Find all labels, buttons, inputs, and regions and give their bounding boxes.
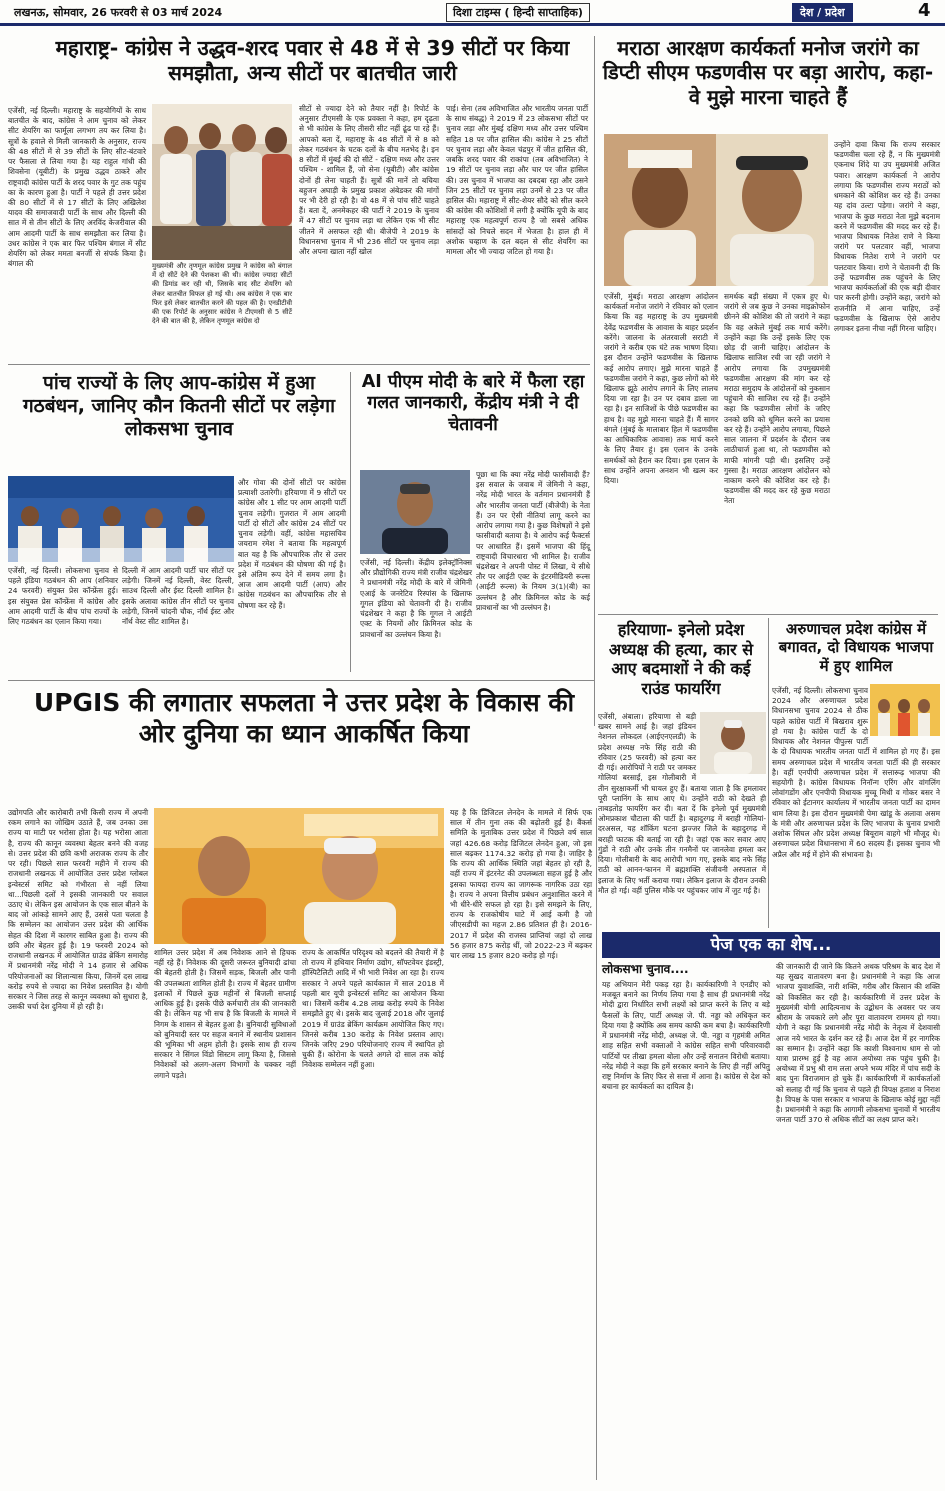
story6-headline: अरुणाचल प्रदेश कांग्रेस में बगावत, दो विधायक भाजपा में हुए शामिल	[778, 620, 934, 675]
story4-headline: AI पीएम मोदी के बारे में फैला रहा गलत जानकारी, केंद्रीय मंत्री ने दी चेतावनी	[361, 372, 585, 435]
story2-headline: मराठा आरक्षण कार्यकर्ता मनोज जरांगे का डिप्टी सीएम फडणवीस पर बड़ा आरोप, कहा- वे मुझे मारना चाहते हैं	[602, 36, 934, 109]
story1-headline: महाराष्ट्र- कांग्रेस ने उद्धव-शरद पवार से 48 में से 39 सीटों पर किया समझौता, अन्य सीटों पर बातचीत जारी	[55, 36, 570, 85]
column-rule	[596, 808, 597, 1480]
story5-headline: हरियाणा- इनेलो प्रदेश अध्यक्ष की हत्या, कार से आए बदमाशों ने की कई राउंड फायरिंग	[608, 620, 754, 698]
story5-text: एजेंसी, अंबाला। हरियाणा से बड़ी खबर सामने आई है। जहां इंडियन नेशनल लोकदल (आईएनएलडी) के प्रदेश अध्यक्ष नफे सिंह राठी की रविवार (25 फरवरी) को हत्या कर दी गई। आरोपियों ने राठी पर जमकर गोलियां बरसाईं, इस गोलीबारी में तीन सुरक्षाकर्मी भी घायल हुए हैं। बताया जाता है कि हमलावर पूरी प्लानिंग के साथ आए थे। उन्होंने राठी को देखते ही ताबड़तोड़ फायरिंग कर दी। बता दें कि इनेलो पूर्व मुख्यमंत्री ओमप्रकाश चौटाला की पार्टी है। बहादुरगढ़ में बराही गोलियां- दरअसल, यह शॉकिंग घटना झज्जर जिले के बहादुरगढ़ में बराही फाटक की बताई जा रही है। जहां एक कार सवार आए गुंडों ने राठी और उनके तीन गनमैनों पर जानलेवा हमला कर दिया। गोलीबारी के बाद आरोपी भाग गए, इसके बाद नफे सिंह राठी को आनन-फानन में ब्रह्मशक्ति संजीवनी अस्पताल में इलाज के लिए भर्ती कराया गया। लेकिन इलाज के दौरान उनकी मौत हो गई। वहीं पुलिस मौके पर पहुंचकर जांच में जुट गई है।	[598, 712, 766, 895]
story2-column-1: एजेंसी, मुंबई। मराठा आरक्षण आंदोलन कार्यकर्ता मनोज जरांगे ने रविवार को एलान किया कि वह महाराष्ट्र के उप मुख्यमंत्री देवेंद्र फडणवीस के आवास के बाहर प्रदर्शन करेंगे। जालना के अंतरवाली सराटी में जरांगे ने करीब एक घंटे तक भाषण दिया। इस दौरान उन्होंने फडणवीस के खिलाफ कई आरोप लगाए। मुझे मारना चाहते हैं फडणवीस जरांगे ने कहा, कुछ लोगों को मेरे खिलाफ झूठे आरोप लगाने के लिए लालच दिया जा रहा है। उन पर दबाव डाला जा रहा है। इन साजिशों के पीछे फडणवीस का हाथ है। वह मुझे मारना चाहते हैं। मैं सागर बंगले (मुंबई के मालाबार हिल में फडणवीस का आधिकारिक आवास) तक मार्च करने के लिए तैयार हूं। इस एलान के उनके समर्थकों को हैरान कर दिया। इस एलान के साथ उन्होंने अपना अनशन भी खत्म कर दिया।	[604, 292, 718, 485]
story1-column-3: सीटों से ज्यादा देने को तैयार नहीं है। रिपोर्ट के अनुसार टीएमसी के एक प्रवक्ता ने कहा, हम दृढ़ता से भी कांग्रेस के लिए तीसरी सीट नहीं ढूंढ पा रहे हैं। आपको बता दें, महाराष्ट्र के 48 सीटों में से 8 को लेकर गठबंधन के घटक दलों के बीच मतभेद है। इन 8 सीटों में मुंबई की दो सीटें - दक्षिण मध्य और उत्तर पश्चिम - शामिल हैं, जो सेना (यूबीटी) और कांग्रेस दोनों ही लेना चाहती हैं। सूत्रों की मानें तो बचिया बहुजन अघाड़ी के प्रमुख प्रकाश अंबेडकर की मांगों पर भी देरी हो रही है। वो 48 में से पांच सीटें चाहते हैं। बता दें, अनमेकहर की पार्टी ने 2019 के चुनाव में 47 सीटों पर चुनाव लड़ा था लेकिन एक भी सीट जीतने में असफल रही थी। बीजेपी ने 2019 के विधानसभा चुनाव में भी 236 सीटों पर चुनाव लड़ा और अपना खाता नहीं खोल	[299, 104, 439, 257]
story1-column-4: पाई। सेना (तब अविभाजित और भारतीय जनता पार्टी के साथ संबद्ध) ने 2019 में 23 लोकसभा सीटों पर चुनाव लड़ा और मुंबई दक्षिण मध्य और उत्तर पश्चिम सहित 18 पर जीत हासिल की। कांग्रेस ने 25 सीटों पर चुनाव लड़ा और केवल चंद्रपुर में जीत हासिल की, जबकि शरद पवार की राकांपा (तब अविभाजित) ने 19 सीटों पर चुनाव लड़ा और चार पर जीत हासिल की। उस चुनाव में भाजपा का दबदबा रहा और उसने जिन 25 सीटों पर चुनाव लड़ा उनमें से 23 पर जीत हासिल की। महाराष्ट्र में सीट-शेयर सौदे को सील करने की कांग्रेस की कोशिशों में लगी है क्योंकि यूपी के बाद महाराष्ट्र एक महत्वपूर्ण राज्य है जो सबसे अधिक सांसदों को निचले सदन में भेजता है। हाल ही में अशोक चव्हाण के दल बदल से सीट शेयरिंग का मामला और भी ज्यादा जटिल हो गया है।	[446, 104, 588, 257]
story6-text: एजेंसी, नई दिल्ली। लोकसभा चुनाव 2024 और अरुणाचल प्रदेश विधानसभा चुनाव 2024 से ठीक पहले कांग्रेस पार्टी में बिखराव शुरू हो गया है। कांग्रेस पार्टी के दो विधायक और नेशनल पीपुल्स पार्टी के दो विधायक भारतीय जनता पार्टी में शामिल हो गए हैं। इस समय अरुणाचल प्रदेश में भारतीय जनता पार्टी की ही सरकार है। वहीं एनपीपी अरुणाचल प्रदेश में सत्तारूढ़ भाजपा की सहयोगी है। कांग्रेस विधायक निनॉन्ग एरिंग और वांगलिंग लोवांगडोंग और एनपीपी विधायक मुच्चू मिथी व गोकर बसर ने रविवार को ईटानगर कार्यालय में भारतीय जनता पार्टी का दामन थाम लिया है। इस दौरान मुख्यमंत्री पेमा खांडू के अलावा असम के मंत्री और अरुणाचल प्रदेश के लिए भाजपा के चुनाव प्रभारी अशोक सिंघल और प्रदेश अध्यक्ष बियूराम वाहगे भी मौजूद थे। अरुणाचल प्रदेश विधानसभा में 60 सदस्य हैं। इसका चुनाव भी अप्रैल और मई में होने की संभावना है।	[772, 686, 940, 859]
story7-column-1: उद्योगपति और कारोबारी तभी किसी राज्य में अपनी रकम लगाने का जोखिम उठाते हैं, जब उनका उस राज्य या माटी पर भरोसा होता है। यह भरोसा आता है, राज्य की कानून व्यवस्था बेहतर बनने की वजह से। उत्तर प्रदेश की छवि कभी अराजक राज्य के तौर पर रही। पिछले साल फरवरी महीने में राज्य की राजधानी लखनऊ में आयोजित उत्तर प्रदेश ग्लोबल इन्वेस्टर्स समिट को गंभीरता से नहीं लिया था...पिछली दलों ने इसकी जानकारी पर सवाल उठाए थे। लेकिन इस आयोजन के एक साल बीतने के बाद जो आंकड़े सामने आए हैं, उससे पता चलता है कि सम्मेलन का आयोजन उत्तर प्रदेश की आर्थिक सेहत की दिशा में कारगर साबित हुआ है। राज्य की छवि और बेहतर हुई है। 19 फरवरी 2024 को राजधानी लखनऊ में आयोजित ग्राउंड ब्रेकिंग समारोह में प्रधानमंत्री नरेंद्र मोदी ने 14 हजार से अधिक परियोजनाओं का शिलान्यास किया, जिनमें दस लाख करोड़ रुपये से ज्यादा का निवेश प्रस्तावित है। योगी सरकार ने जिस तरह से कानून व्यवस्था को सुधारा है, उसकी चर्चा देश दुनिया में हो रही है।	[8, 808, 148, 1012]
story2-column-3b	[834, 292, 940, 610]
story2-photo-jarange-fadnavis	[604, 134, 828, 286]
section-label: देश / प्रदेश	[792, 3, 853, 22]
column-rule	[594, 36, 595, 726]
story1-column-1: एजेंसी, नई दिल्ली। महाराष्ट्र के सहयोगियों के साथ बातचीत के बाद, कांग्रेस ने आम चुनाव को लेकर सीट शेयरिंग का फार्मूला लगभग तय कर लिया है। सूत्रों के हवाले से मिली जानकारी के अनुसार, राज्य की 48 सीटों में से 39 सीटों के लिए सीट-बंटवारे पर फैसला ले लिया गया है। यह राहुल गांधी की शिवसेना (यूबीटी) के प्रमुख उद्धव ठाकरे और राष्ट्रवादी कांग्रेस पार्टी के शरद पवार के गुट तक पहुंच का के कारण हुआ है। पार्टी ने पहले ही उत्तर प्रदेश की 80 सीटों में से 17 सीटों के लिए अखिलेश यादव की समाजवादी पार्टी के साथ और दिल्ली की सात में से तीन सीटों के लिए अरविंद केजरीवाल की आम आदमी पार्टी के साथ समझौता कर लिया है। उधर कांग्रेस ने एक बार फिर पश्चिम बंगाल में सीट शेयरिंग को लेकर ममता बनर्जी से संपर्क किया है। बंगाल की	[8, 106, 146, 269]
story7-column-3: राज्य के आकर्षित परिदृश्य को बदलने की तैयारी में है तो राज्य में हथियार निर्माण उद्योग, सॉफ्टवेयर इंडस्ट्री, हॉस्पिटैलिटी आदि में भी भारी निवेश आ रहा है। राज्य सरकार ने अपने पहले कार्यकाल में साल 2018 में पहली बार यूपी इन्वेस्टर्स समिट का आयोजन किया था। जिसमें करीब 4.28 लाख करोड़ रुपये के निवेश समझौते हुए थे। इसके बाद जुलाई 2018 और जुलाई 2019 में ग्राउंड ब्रेकिंग कार्यक्रम आयोजित किए गए। जिनसे करीब 130 करोड़ के निवेश प्रस्ताव आए। जिनके जरिए 290 परियोजनाएं राज्य में स्थापित हो चुकी हैं। कोरोना के चलते अगले दो साल तक कोई निवेशक सम्मेलन नहीं हुआ।	[302, 948, 444, 1070]
story5-column-1	[598, 712, 766, 926]
continuation-column-2: की जानकारी दी जाने कि कितने अथक परिश्रम के बाद देश में यह सुखद वातावरण बना है। प्रधानमंत्री ने कहा कि आज भाजपा युवाशक्ति, नारी शक्ति, गरीब और किसान की शक्ति को विकसित कर रही है। कार्यकारिणी में उत्तर प्रदेश के मुख्यमंत्री योगी आदित्यनाथ के उद्बोधन के अवसर पर जय श्रीराम के जयकारे लगे और पूरा वातावरण राममय हो गया। योगी ने कहा कि प्रधानमंत्री नरेंद्र मोदी के नेतृत्व में देशवासी आज नये भारत के दर्शन कर रहे हैं। आज देश में हर नागरिक का सम्मान है। उन्होंने कहा कि काशी विश्वनाथ धाम से जो यात्रा प्रारम्भ हुई है वह आज अयोध्या तक पहुंच चुकी है। अयोध्या में प्रभु श्री राम लला अपने भव्य मंदिर में पांच सदी के बाद पुनः विराजमान हो चुके हैं। कार्यकारिणी में कार्यकर्ताओं को सलाह दी गई कि चुनाव से पहले ही विपक्ष हताश व निराश है। विपक्ष के पास सरकार व भाजपा के खिलाफ कोई मुद्दा नहीं है। प्रधानमंत्री ने कहा कि आगामी लोकसभा चुनावों में भारतीय जनता पार्टी 370 से अधिक सीटों का लक्ष्य प्राप्त करे।	[776, 962, 940, 1125]
story3-photo-press-conference	[8, 476, 234, 562]
story2-column-3: उन्होंने दावा किया कि राज्य सरकार फडणवीस चला रहे हैं, न कि मुख्यमंत्री एकनाथ शिंदे या उप मुख्यमंत्री अजित पवार। आरक्षण कार्यकर्ता ने आरोप लगाया कि फडणवीस राज्य मराठों को धमकाने की कोशिश कर रहे हैं। उनका यह दांव उल्टा पड़ेगा। जरांगे ने कहा, भाजपा के कुछ मराठा नेता मुझे बदनाम करने में फडणवीस की मदद कर रहे हैं। भाजपा विधायक नितेश राणे ने किया जरांगे पर पलटवार वहीं, भाजपा विधायक नितेश राणे ने जरांगे पर पलटवार किया। राणे ने चेतावनी दी कि उन्हें फडणवीस तक पहुंचने के लिए भाजपा कार्यकर्ताओं की एक बड़ी दीवार पार करनी होगी। उन्होंने कहा, जरांगे को राजनीति में आना चाहिए, उन्हें फडणवीस के खिलाफ ऐसे आरोप लगाकर इतना नीचा नहीं गिरना चाहिए।	[834, 140, 940, 333]
dateline: लखनऊ, सोमवार, 26 फरवरी से 03 मार्च 2024	[14, 6, 223, 19]
story4-column-1: एजेंसी, नई दिल्ली। केंद्रीय इलेक्ट्रॉनिक्स और प्रौद्योगिकी राज्य मंत्री राजीव चंद्रशेखर ने प्रधानमंत्री नरेंद्र मोदी के बारे में जेमिनी एआई के जनरेटिव रिस्पांस के खिलाफ गूगल इंडिया को चेतावनी दी है। राजीव चंद्रशेखर ने कहा है कि गूगल ने आईटी एक्ट के नियमों और क्रिमिनल कोड के प्रावधानों का उल्लंघन किया है।	[360, 558, 472, 639]
continuation-column-1: यह अभियान मेरी पकड़ रहा है। कार्यकारिणी ने एनडीए को मजबूत बनाने का निर्णय लिया गया है साथ ही प्रधानमंत्री नरेंद्र मोदी द्वारा निर्धारित सभी लक्ष्यों को प्राप्त करने के लिए व बड़े फैसलों के लिए, पार्टी अध्यक्ष जे. पी. नड्डा को अधिकृत कर दिया गया है क्योंकि अब समय काफी कम बचा है। कार्यकारिणी में प्रधानमंत्री नरेंद्र मोदी, अध्यक्ष जे. पी. नड्डा व गृहमंत्री अमित शाह सहित सभी वक्ताओं ने कांग्रेस सहित सभी परिवारवादी पार्टियों पर तीखा हमला बोला और उन्हें सनातन विरोधी बताया। नरेंद्र मोदी ने कहा कि हमें सरकार बनाने के लिए ही नहीं अपितु राष्ट्र निर्माण के लिए फिर से सत्ता में आना है। कांग्रेस से देश को बचाना हर कार्यकर्ता का दायित्व है।	[602, 980, 770, 1092]
story3-column-1: एजेंसी, नई दिल्ली। लोकसभा चुनाव से पहले इंडिया गठबंधन की आप (शनिवार 24 फरवरी) संयुक्त प्रेस कॉन्फ्रेंस हुई। इस संयुक्त प्रेस कॉन्फ्रेंस में कांग्रेस और आम आदमी पार्टी के बीच पांच राज्यों के लिए गठबंधन का एलान किया गया।	[8, 566, 118, 627]
story7-headline: UPGIS की लगातार सफलता ने उत्तर प्रदेश के विकास की ओर दुनिया का ध्यान आकर्षित किया	[33, 688, 575, 748]
page-number: 4	[918, 0, 931, 21]
story6-column-1	[772, 686, 940, 926]
story4-photo-minister	[360, 470, 470, 554]
column-rule	[768, 618, 769, 928]
story2-column-2: समर्थक बड़ी संख्या में एकत्र हुए थे। जरांगे से जब कुछ ने उनका माइक्रोफोन छीनने की कोशिश की तो जरांगे ने कहा कि वह अकेले मुंबई तक मार्च करेंगे। उन्होंने कहा कि उन्हें इसके लिए एक छोड़ दी जानी चाहिए। आंदोलन के खिलाफ साजिश रची जा रही जरांगे ने आरोप लगाया कि उपमुख्यमंत्री फडणवीस आरक्षण की मांग कर रहे मराठा समुदाय के आंदोलनों को नुकसान पहुंचाने की साजिश रच रहे हैं। उन्होंने कहा कि फडणवीस लोगों के जरिए उनको छवि को धूमिल करने का प्रयास कर रहे हैं। उन्होंने आरोप लगाया, पिछले साल जालना में प्रदर्शन के दौरान जब लाठीचार्ज हुआ था, तो फडणवीस को माफी मांगनी पड़ी थी। इसलिए उन्हें गुस्सा है। मराठा आरक्षण आंदोलन को नाकाम करने की कोशिश कर रहे हैं। फडणवीस की मदद कर रहे कुछ मराठा नेता	[724, 292, 830, 506]
story1-column-2: मुख्यमंत्री और तृणमूल कांग्रेस प्रमुख ने कांग्रेस को बंगाल में दो सीटें देने की पेशकश की थी। कांग्रेस ज्यादा सीटों की डिमांड कर रही थी, जिसके बाद सीट शेयरिंग को लेकर बातचीत विफल हो गई थी। अब कांग्रेस ने एक बार फिर इसे लेकर बातचीत करने की पहल की है। एनडीटीवी की एक रिपोर्ट के अनुसार कांग्रेस ने टीएमसी से 5 सीटें देने की बात की है, लेकिन तृणमूल कांग्रेस दो	[152, 262, 292, 326]
story3-column-2: दिल्ली में आम आदमी पार्टी चार सीटों पर लड़ेगी। जिनमें नई दिल्ली, वेस्ट दिल्ली, साउथ दिल्ली और ईस्ट दिल्ली शामिल है। इसके अलावा कांग्रेस तीन सीटों पर चुनाव लड़ेगी, जिनमें चांदनी चौक, नॉर्थ ईस्ट और नॉर्थ वेस्ट सीट शामिल है।	[122, 566, 234, 627]
story1-photo-leaders	[152, 104, 292, 260]
section-rule	[8, 680, 594, 681]
story7-column-4: यह है कि डिजिटल लेनदेन के मामले में सिर्फ एक साल में तीन गुना तक की बढ़ोतरी हुई है। बैंकर्स समिति के मुताबिक उत्तर प्रदेश में पिछले वर्ष साल जहां 426.68 करोड़ डिजिटल लेनदेन हुआ, जो इस साल बढ़कर 1174.32 करोड़ हो गया है। जाहिर है कि राज्य की आर्थिक स्थिति जहां बेहतर हो रही है, वहीं राज्य में इंटरनेट की उपलब्धता सहज हुई है और इसका फायदा राज्य का जागरूक नागरिक उठा रहा है। राज्य ने अपना वित्तीय प्रबंधन अनुशासित करने में भी धीरे-धीरे सफल हो रहा है। इसे समझने के लिए, राज्य के राजकोषीय घाटे में आई कमी है जो जीएसडीपी का महज 2.86 प्रतिशत ही है। 2016-2017 में प्रदेश की राजस्व प्राप्तियां जहां दो लाख 56 हजार 875 करोड़ थीं, जो 2022-23 में बढ़कर चार लाख 15 हजार 820 करोड़ हो गई।	[450, 808, 592, 961]
section-rule	[8, 364, 590, 365]
story3-headline: पांच राज्यों के लिए आप-कांग्रेस में हुआ गठबंधन, जानिए कौन कितनी सीटों पर लड़ेगा लोकसभा चुनाव	[22, 372, 336, 441]
continuation-kicker: लोकसभा चुनाव....	[602, 962, 689, 976]
continuation-band: पेज एक का शेष...	[602, 932, 940, 958]
newspaper-name: दिशा टाइम्स ( हिन्दी साप्ताहिक)	[446, 3, 590, 22]
column-rule	[350, 372, 351, 672]
story7-column-2: शामिल उत्तर प्रदेश में अब निवेशक आने से हिचक नहीं रहे हैं। निवेशक की दूसरी जरूरत बुनियादी ढांचा की बेहतरी होती है। जिसमें सड़क, बिजली और पानी की उपलब्धता शामिल होती है। राज्य में बेहतर ग्रामीण इलाकों में पिछले कुछ महीनों से बिजली सप्लाई आधिक हुई है। इसके पीछे कर्मचारी तंत्र की जानकारी की है। लेकिन यह भी सच है कि बिजली के मामले में निगम के शासन से बेहतर हुआ है। बुनियादी सुविधाओं को बुनियादी स्तर पर सहज बनाने में स्थानीय प्रशासन की भूमिका भी अहम होती है। इसके साथ ही राज्य सरकार ने सिंगल विंडो सिस्टम लागू किया है, जिससे निवेशकों को अलग-अलग विभागों के चक्कर नहीं लगाने पड़ते।	[154, 948, 296, 1080]
story4-column-2: पूछा था कि क्या नरेंद्र मोदी फासीवादी हैं? इस सवाल के जवाब में जेमिनी ने कहा, नरेंद्र मोदी भारत के वर्तमान प्रधानमंत्री हैं और भारतीय जनता पार्टी (बीजेपी) के नेता हैं। उन पर ऐसी नीतियां लागू करने का आरोप लगाया गया है। कुछ विशेषज्ञों ने इसे फासीवादी बताया है। ये आरोप कई फैक्टर्स पर आधारित हैं। इसमें भाजपा की हिंदू राष्ट्रवादी विचारधारा भी शामिल है। राजीव चंद्रशेखर ने अपनी पोस्ट में लिखा, ये सीधे तौर पर आईटी एक्ट के इंटरमीडियरी रूल्स (आईटी रूल्स) के नियम 3(1)(बी) का उल्लंघन है और क्रिमिनल कोड के कई प्रावधानों का भी उल्लंघन है।	[476, 470, 590, 612]
section-rule	[598, 614, 938, 615]
story3-column-3: और गोवा की दोनों सीटों पर कांग्रेस प्रत्याशी उतारेगी। हरियाणा में 9 सीटों पर कांग्रेस और 1 सीट पर आम आदमी पार्टी चुनाव लड़ेगी। गुजरात में आम आदमी पार्टी दो सीटों और कांग्रेस 24 सीटों पर चुनाव लड़ेगी। वहीं, कांग्रेस महासचिव जयराम रमेश ने बताया कि महत्वपूर्ण बात यह है कि औपचारिक तौर से उत्तर प्रदेश में गठबंधन की घोषणा की गई है। इसे अंतिम रूप देने में समय लगा है। आज आम आदमी पार्टी (आप) और कांग्रेस गठबंधन का औपचारिक तौर से घोषणा कर रहे हैं।	[238, 478, 346, 610]
story7-photo-yogi-modi	[154, 808, 444, 944]
